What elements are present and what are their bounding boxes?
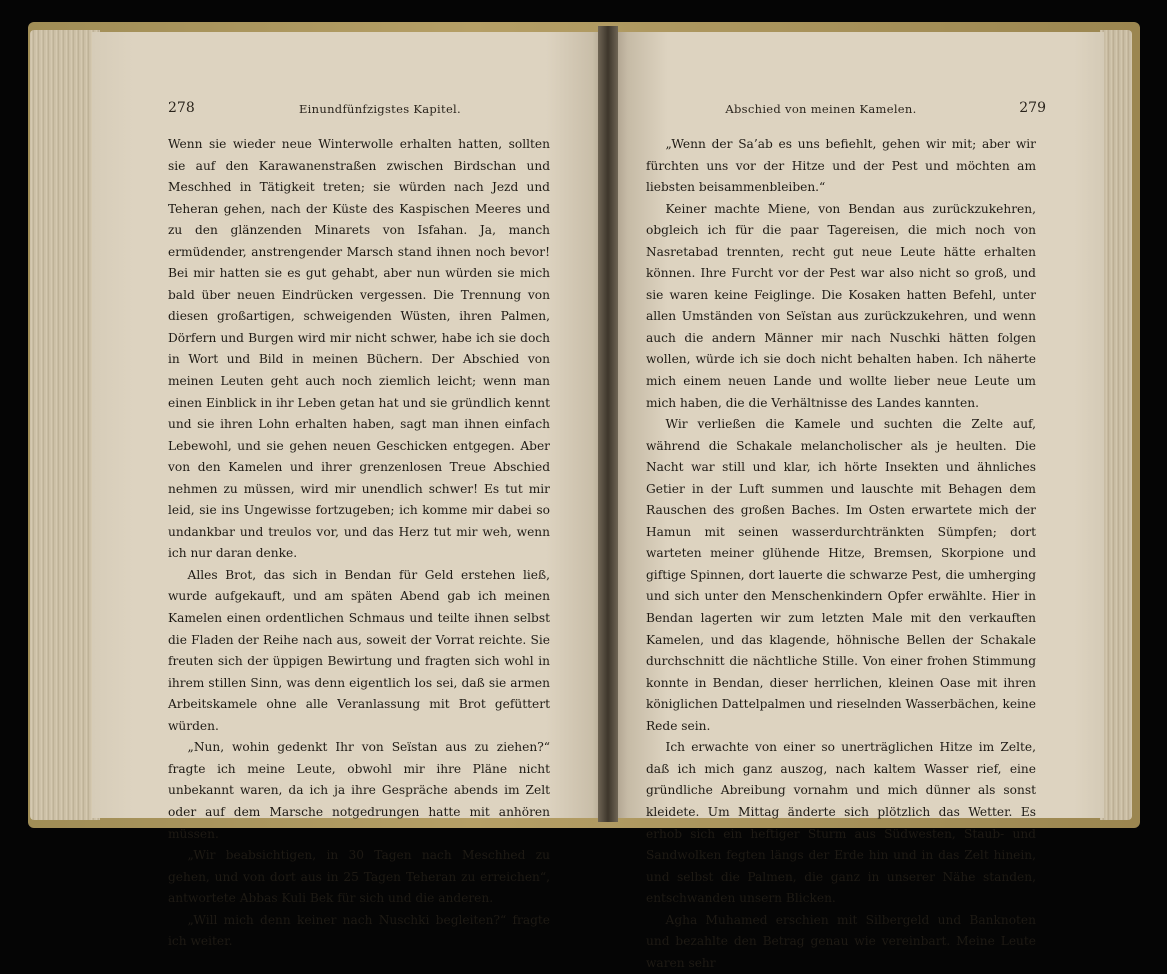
left-page-header bbox=[92, 102, 608, 120]
book-gutter bbox=[598, 26, 618, 822]
paragraph: Keiner machte Miene, von Bendan aus zurückzukehren, obgleich ich für die paar Tagereisen, die mich noch von Nasretabad trennten, recht gut neue Leute hätte erhalten können. Ihre Furcht vor der Pest war also nicht so groß, und sie waren keine Feiglinge. Die Kosaken hatten Befehl, unter allen Umständen von Seïstan aus zurückzukehren, und wenn auch die andern Männer mir nach Nuschki hätten folgen wollen, würde ich sie doch nicht behalten haben. Ich näherte mich einem neuen Lande und wollte lieber neue Leute um mich haben, die die Verhältnisse des Landes kannten. bbox=[646, 201, 1036, 410]
paragraph: „Wenn der Sa’ab es uns befiehlt, gehen wir mit; aber wir fürchten uns vor der Hitze und der Pest und möchten am liebsten beisammenbleiben.“ bbox=[646, 137, 1036, 195]
paragraph: Alles Brot, das sich in Bendan für Geld erstehen ließ, wurde aufgekauft, und am späten Abend gab ich meinen Kamelen einen ordentlichen Schmaus und teilte ihnen selbst die Fladen der Reihe nach aus, soweit der Vorrat reichte. Sie freuten sich der üppigen Bewirtung und fragten sich wohl in ihrem stillen Sinn, was denn eigentlich los sei, daß sie armen Arbeitskamele ohne alle Veranlassung mit Brot gefüttert würden. bbox=[168, 567, 550, 733]
paragraph: „Will mich denn keiner nach Nuschki begleiten?“ fragte ich weiter. bbox=[168, 912, 550, 949]
left-page-number: 278 bbox=[168, 100, 195, 116]
right-page bbox=[608, 32, 1104, 970]
page-edges-right bbox=[1100, 30, 1132, 820]
left-page-body bbox=[168, 134, 550, 953]
paragraph: „Nun, wohin gedenkt Ihr von Seïstan aus zu ziehen?“ fragte ich meine Leute, obwohl mir ihre Pläne nicht unbekannt waren, da ich ja ihre Gespräche abends im Zelt oder auf dem Marsche notgedrungen hatte mit anhören müssen. bbox=[168, 740, 550, 841]
right-page-number: 279 bbox=[1019, 100, 1046, 116]
paragraph: „Wir beabsichtigen, in 30 Tagen nach Meschhed zu gehen, und von dort aus in 25 Tagen Teheran zu erreichen“, antwortete Abbas Kuli Bek für sich und die anderen. bbox=[168, 848, 550, 906]
right-running-head: Abschied von meinen Kamelen. bbox=[725, 102, 917, 116]
paragraph: Ich erwachte von einer so unerträglichen Hitze im Zelte, daß ich mich ganz auszog, nach kaltem Wasser rief, eine gründliche Abreibung vornahm und mich dünner als sonst kleidete. Um Mittag änderte sich plötzlich das Wetter. Es erhob sich ein heftiger Sturm aus Südwesten, Staub- und Sandwolken fegten längs der Erde hin und in das Zelt hinein, und selbst die Palmen, die ganz in unserer Nähe standen, entschwanden unsern Blicken. bbox=[646, 740, 1036, 906]
left-page bbox=[92, 32, 608, 949]
paragraph: Wenn sie wieder neue Winterwolle erhalten hatten, sollten sie auf den Karawanenstraßen zwischen Birdschan und Meschhed in Tätigkeit treten; sie würden nach Jezd und Teheran gehen, nach der Küste des Kaspischen Meeres und zu den glänzenden Minarets von Isfahan. Ja, manch ermüdender, anstrengender Marsch stand ihnen noch bevor! Bei mir hatten sie es gut gehabt, aber nun würden sie mich bald über neuen Eindrücken vergessen. Die Trennung von diesen großartigen, schweigenden Wüsten, ihren Palmen, Dörfern und Burgen wird mir nicht schwer, habe ich sie doch in Wort und Bild in meinen Büchern. Der Abschied von meinen Leuten geht auch noch ziemlich leicht; wenn man einen Einblick in ihr Leben getan hat und sie gründlich kennt und sie ihren Lohn erhalten haben, sagt man ihnen einfach Lebewohl, und sie gehen neuen Geschicken entgegen. Aber von den Kamelen und ihrer grenzenlosen Treue Abschied nehmen zu müssen, wird mir unendlich schwer! Es tut mir leid, sie ins Ungewisse fortzugeben; ich komme mir dabei so undankbar und treulos vor, und das Herz tut mir weh, wenn ich nur daran denke. bbox=[168, 137, 550, 561]
page-edges-left bbox=[30, 30, 100, 820]
right-page-body bbox=[646, 134, 1036, 974]
right-page-header bbox=[608, 102, 1104, 120]
paragraph: Agha Muhamed erschien mit Silbergeld und Banknoten und bezahlte den Betrag genau wie vereinbart. Meine Leute waren sehr bbox=[646, 912, 1036, 970]
left-running-head: Einundfünfzigstes Kapitel. bbox=[298, 102, 461, 116]
paragraph: Wir verließen die Kamele und suchten die Zelte auf, während die Schakale melancholischer als je heulten. Die Nacht war still und klar, ich hörte Insekten und ähnliches Getier in der Luft summen und lauschte mit Behagen dem Rauschen des großen Baches. Im Osten erwartete mich der Hamun mit seinen wasserdurchtränkten Sümpfen; dort warteten meiner glühende Hitze, Bremsen, Skorpione und giftige Spinnen, dort lauerte die schwarze Pest, die umherging und sich unter den Menschenkindern Opfer erwählte. Hier in Bendan lagerten wir zum letzten Male mit den verkauften Kamelen, und das klagende, höhnische Bellen der Schakale durchschnitt die nächtliche Stille. Von einer frohen Stimmung konnte in Bendan, dieser herrlichen, kleinen Oase mit ihren königlichen Dattelpalmen und rieselnden Wasserbächen, keine Rede sein. bbox=[646, 417, 1036, 733]
